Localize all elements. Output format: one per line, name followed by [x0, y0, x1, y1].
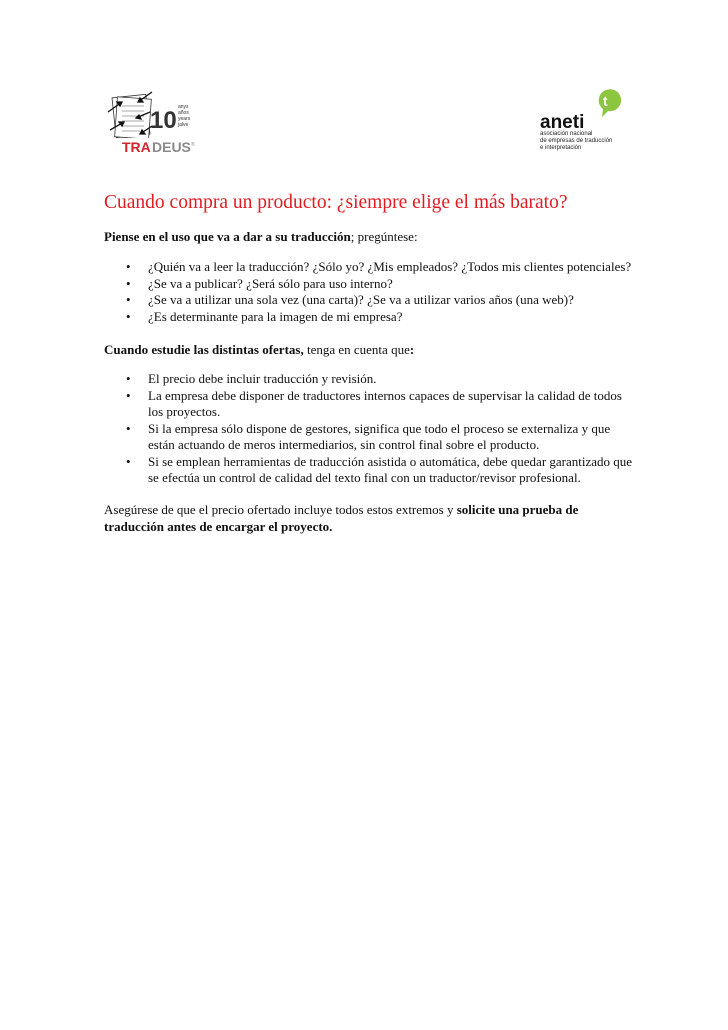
- tradeus-years-line: anys: [178, 104, 189, 110]
- aneti-wordmark: aneti: [540, 112, 585, 133]
- offers-heading: [104, 341, 634, 358]
- final-paragraph: [104, 501, 634, 535]
- intro-rest: ; pregúntese:: [350, 229, 418, 244]
- aneti-subtitle-line: asociación nacional: [540, 131, 593, 137]
- intro-bold: Piense en el uso que va a dar a su traducción: [104, 229, 351, 244]
- tradeus-name-red: TRA: [122, 139, 151, 155]
- documents-icon: [112, 94, 151, 139]
- tradeus-years-line: jalve: [178, 122, 189, 128]
- list-item: • La empresa debe disponer de traductores internos capaces de supervisar la calidad de todos los proyectos.: [104, 388, 634, 421]
- tradeus-name-grey: DEUS: [152, 139, 191, 155]
- final-normal: Asegúrese de que el precio ofertado incluye todos estos extremos y: [104, 501, 457, 517]
- registered-mark: ®: [191, 142, 195, 148]
- page-title: Cuando compra un producto: ¿siempre elige el más barato?: [104, 192, 568, 213]
- tradeus-anniversary-number: 10: [150, 107, 177, 134]
- tradeus-logo: [102, 88, 202, 158]
- list-item: • ¿Se va a utilizar una sola vez (una carta)? ¿Se va a utilizar varios años (una web)?: [104, 292, 634, 309]
- aneti-bubble-letter: t: [603, 93, 608, 109]
- list-item: • Si la empresa sólo dispone de gestores, significa que todo el proceso se externaliza y que están actuando de meros intermediarios, sin control final sobre el producto.: [104, 421, 634, 454]
- tradeus-years-line: años: [178, 110, 189, 116]
- questions-list: [104, 259, 634, 325]
- final-bold: solicite una prueba de traducción antes de encargar el proyecto.: [104, 501, 579, 534]
- list-item: • ¿Quién va a leer la traducción? ¿Sólo yo? ¿Mis empleados? ¿Todos mis clientes potenciales?: [104, 259, 634, 276]
- aneti-subtitle-line: e interpretación: [540, 145, 582, 151]
- offers-list: [104, 371, 634, 487]
- list-item: • ¿Se va a publicar? ¿Será sólo para uso interno?: [104, 276, 634, 293]
- list-item: • El precio debe incluir traducción y revisión.: [104, 371, 634, 388]
- aneti-subtitle-line: de empresas de traducción: [540, 138, 613, 144]
- document-body: [104, 190, 634, 535]
- tradeus-years-line: years: [178, 116, 191, 122]
- list-item: • Si se emplean herramientas de traducción asistida o automática, debe quedar garantizado que se efectúa un control de calidad del texto final con un traductor/revisor profesional.: [104, 454, 634, 487]
- aneti-subtitle: [540, 131, 640, 152]
- offers-heading-colon: :: [409, 342, 415, 357]
- offers-heading-bold: Cuando estudie las distintas ofertas,: [104, 342, 304, 357]
- offers-heading-rest: tenga en cuenta que: [303, 342, 410, 357]
- list-item: • ¿Es determinante para la imagen de mi empresa?: [104, 309, 634, 326]
- intro-paragraph: [104, 228, 634, 245]
